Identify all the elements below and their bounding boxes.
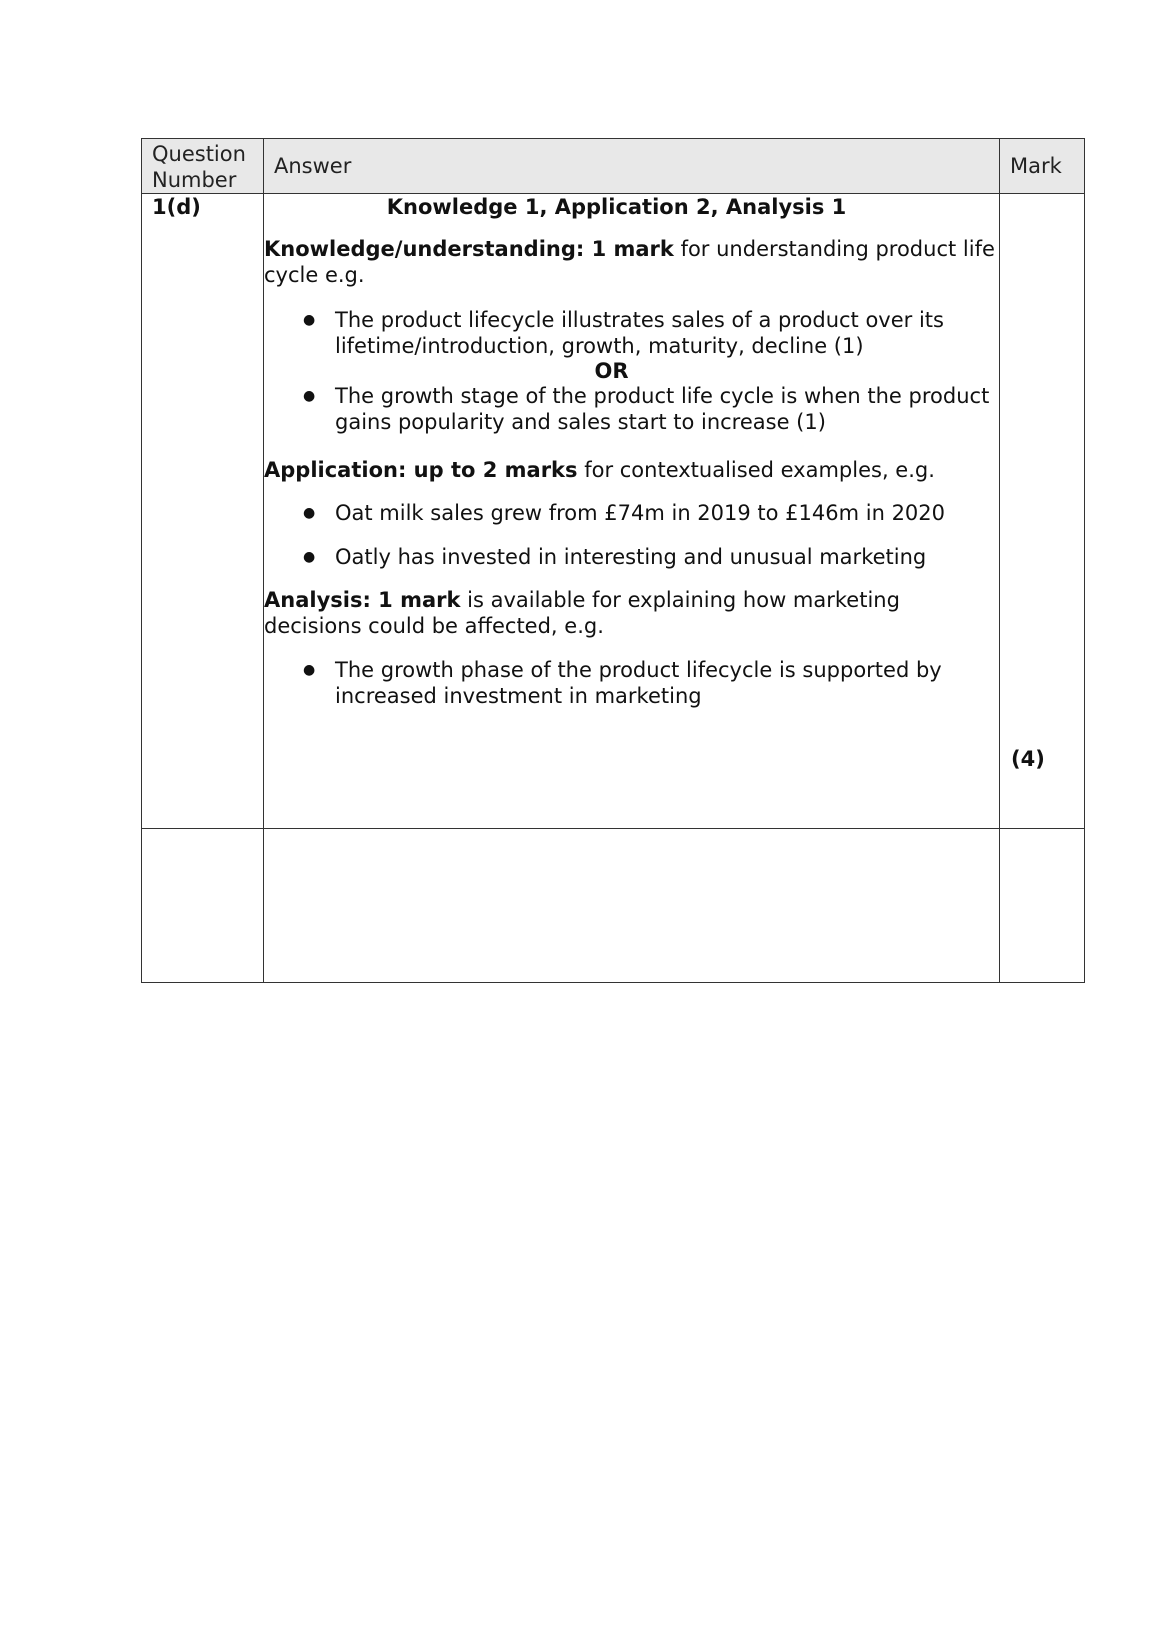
application-bullet-1: Oat milk sales grew from £74m in 2019 to £146m in 2020 [335,501,946,525]
list-item [264,500,999,526]
or-separator: OR [594,359,629,383]
question-number-cell [142,194,264,829]
bullet-icon: ● [303,662,316,678]
mark-cell [1000,194,1085,829]
table-header-row [142,139,1085,194]
knowledge-bullet-list-2 [264,383,999,435]
analysis-bullet-list [264,657,999,709]
answer-heading: Knowledge 1, Application 2, Analysis 1 [386,195,847,219]
list-item [264,544,999,570]
analysis-text: is available for explaining how marketing decisions could be affected, e.g. [264,588,900,638]
list-item [264,657,999,709]
mark-scheme-table [141,138,1085,983]
list-item [264,383,999,435]
empty-cell [1000,829,1085,983]
bullet-icon: ● [303,312,316,328]
analysis-bullet-1: The growth phase of the product lifecycle is supported by increased investment in marketing [335,658,942,708]
header-mark: Mark [1000,139,1085,194]
mark-value: (4) [1011,747,1045,771]
bullet-icon: ● [303,505,316,521]
knowledge-paragraph [264,236,999,288]
analysis-label: Analysis: 1 mark [264,588,461,612]
application-label: Application: up to 2 marks [264,458,578,482]
application-bullet-2: Oatly has invested in interesting and unusual marketing [335,545,927,569]
analysis-paragraph [264,587,999,639]
empty-table-row [142,829,1085,983]
list-item [264,307,999,359]
knowledge-label: Knowledge/understanding: 1 mark [264,237,674,261]
bullet-icon: ● [303,388,316,404]
application-bullet-list [264,500,999,570]
header-question-number: Question Number [142,139,264,194]
question-number: 1(d) [152,195,201,219]
empty-cell [142,829,264,983]
knowledge-bullet-2: The growth stage of the product life cycle is when the product gains popularity and sales start to increase (1) [335,384,990,434]
answer-cell [264,194,1000,829]
application-paragraph [264,457,999,483]
header-answer: Answer [264,139,1000,194]
knowledge-text: for understanding product life cycle e.g. [264,237,995,287]
application-text: for contextualised examples, e.g. [577,458,935,482]
knowledge-bullet-1: The product lifecycle illustrates sales of a product over its lifetime/introduction, growth, maturity, decline (1) [335,308,944,358]
bullet-icon: ● [303,549,316,565]
empty-cell [264,829,1000,983]
table-row [142,194,1085,829]
knowledge-bullet-list [264,307,999,359]
